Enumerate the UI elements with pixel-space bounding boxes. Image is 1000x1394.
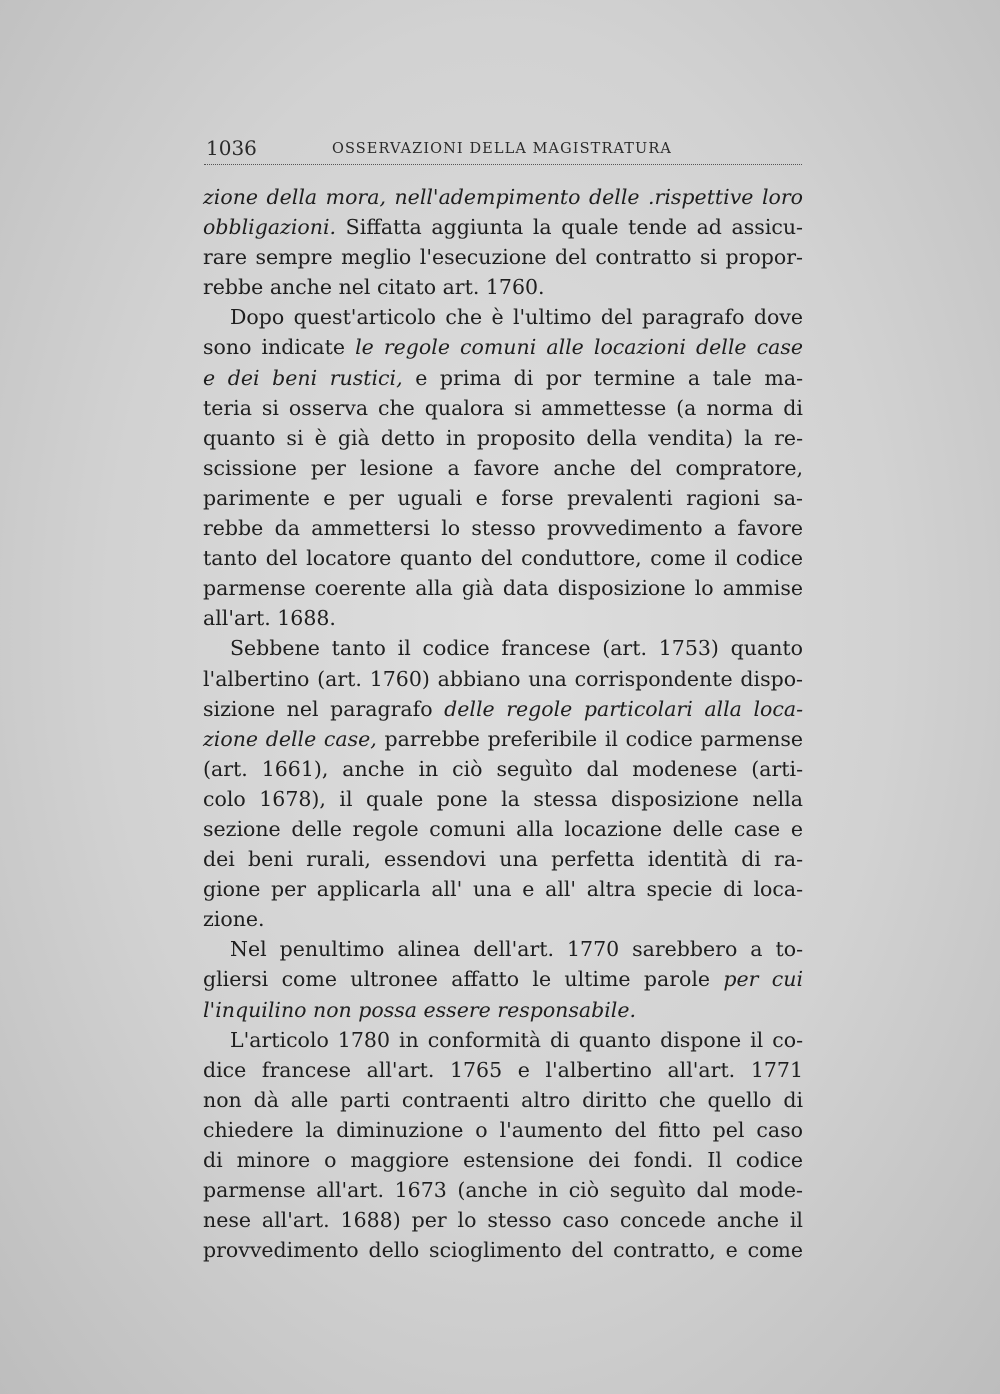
text-segment: parmense all'art. 1673 (anche in ciò seguìto dal mode- [203, 1178, 803, 1203]
italic-segment: obbligazioni. [203, 215, 337, 240]
text-line [203, 483, 803, 513]
text-line [203, 664, 803, 694]
text-line [203, 603, 803, 633]
text-segment: colo 1678), il quale pone la stessa disposizione nella [203, 786, 803, 811]
text-line [203, 874, 803, 904]
text-segment: e prima di por termine a tale ma- [402, 365, 803, 390]
text-segment: l'albertino (art. 1760) abbiano una corrispondente dispo- [203, 666, 803, 691]
text-line [203, 332, 803, 362]
text-segment: dei beni rurali, essendovi una perfetta identità di ra- [203, 847, 803, 872]
text-segment: all'art. 1688. [203, 606, 336, 631]
text-line [203, 242, 803, 272]
text-line [203, 182, 803, 212]
text-line [203, 302, 803, 332]
text-segment: zione. [203, 907, 265, 932]
text-line [203, 272, 803, 302]
text-segment: nese all'art. 1688) per lo stesso caso concede anche il [203, 1208, 803, 1233]
text-segment: (art. 1661), anche in ciò seguìto dal modenese (arti- [203, 756, 803, 781]
italic-segment: delle regole particolari alla loca- [444, 696, 803, 721]
text-segment: tanto del locatore quanto del conduttore, come il codice [203, 546, 803, 571]
italic-segment: per cui [723, 967, 804, 992]
text-line [203, 844, 803, 874]
text-line [203, 995, 803, 1025]
italic-segment: zione delle case, [203, 726, 377, 751]
italic-segment: le regole comuni alle locazioni delle case [355, 335, 803, 360]
text-line [203, 1115, 803, 1145]
text-segment: chiedere la diminuzione o l'aumento del fitto pel caso [203, 1117, 803, 1142]
text-segment: L'articolo 1780 in conformità di quanto dispone il co- [230, 1027, 803, 1052]
text-segment: gliersi come ultronee affatto le ultime parole [203, 967, 724, 992]
text-line [203, 633, 803, 663]
text-line [203, 423, 803, 453]
text-segment: non dà alle parti contraenti altro diritto che quello di [203, 1087, 803, 1112]
text-line [203, 694, 803, 724]
text-segment: provvedimento dello scioglimento del contratto, e come [203, 1238, 803, 1263]
running-head-title: OSSERVAZIONI DELLA MAGISTRATURA [332, 141, 672, 157]
text-line [203, 1055, 803, 1085]
text-segment: Dopo quest'articolo che è l'ultimo del paragrafo dove [230, 305, 803, 330]
text-line [203, 453, 803, 483]
text-segment: di minore o maggiore estensione dei fondi. Il codice [203, 1148, 803, 1172]
text-line [203, 1235, 803, 1265]
text-line [203, 1145, 803, 1175]
text-segment: Nel penultimo alinea dell'art. 1770 sarebbero a to- [230, 937, 803, 962]
text-segment: rebbe da ammettersi lo stesso provvedimento a favore [203, 516, 803, 541]
text-segment: rare sempre meglio l'esecuzione del contratto si propor- [203, 245, 803, 270]
page-number: 1036 [206, 136, 257, 160]
text-line [203, 212, 803, 242]
text-line [203, 934, 803, 964]
text-segment: Sebbene tanto il codice francese (art. 1753) quanto [230, 636, 803, 661]
text-line [203, 1085, 803, 1115]
text-line [203, 724, 803, 754]
text-line [203, 754, 803, 784]
text-segment: quanto si è già detto in proposito della vendita) la re- [203, 425, 803, 450]
text-line [203, 573, 803, 603]
text-line [203, 814, 803, 844]
text-segment: sezione delle regole comuni alla locazione delle case e [203, 816, 803, 841]
text-line [203, 513, 803, 543]
text-segment: parimente e per uguali e forse prevalenti ragioni sa- [203, 485, 803, 510]
italic-segment: e dei beni rustici, [203, 365, 403, 390]
italic-segment: zione della mora, nell'adempimento delle .rispettive loro [203, 185, 803, 209]
italic-segment: l'inquilino non possa essere responsabile. [203, 997, 637, 1022]
text-segment: scissione per lesione a favore anche del compratore, [203, 455, 803, 480]
text-line [203, 1205, 803, 1235]
text-segment: parmense coerente alla già data disposizione lo ammise [203, 576, 803, 601]
text-segment: dice francese all'art. 1765 e l'albertino all'art. 1771 [203, 1057, 803, 1082]
text-segment: teria si osserva che qualora si ammettesse (a norma di [203, 395, 803, 420]
text-line [203, 543, 803, 573]
text-line [203, 1025, 803, 1055]
text-line [203, 784, 803, 814]
text-line [203, 964, 803, 994]
text-segment: gione per applicarla all' una e all' altra specie di loca- [203, 877, 803, 902]
text-segment: Siffatta aggiunta la quale tende ad assicu- [336, 215, 803, 240]
text-segment: sono indicate [203, 335, 356, 360]
text-segment: sizione nel paragrafo [203, 696, 445, 721]
text-line [203, 1175, 803, 1205]
text-line [203, 393, 803, 423]
running-head [204, 136, 802, 165]
text-line [203, 904, 803, 934]
text-segment: rebbe anche nel citato art. 1760. [203, 275, 545, 300]
body-text [203, 182, 803, 1265]
text-segment: parrebbe preferibile il codice parmense [376, 726, 803, 751]
text-line [203, 363, 803, 393]
